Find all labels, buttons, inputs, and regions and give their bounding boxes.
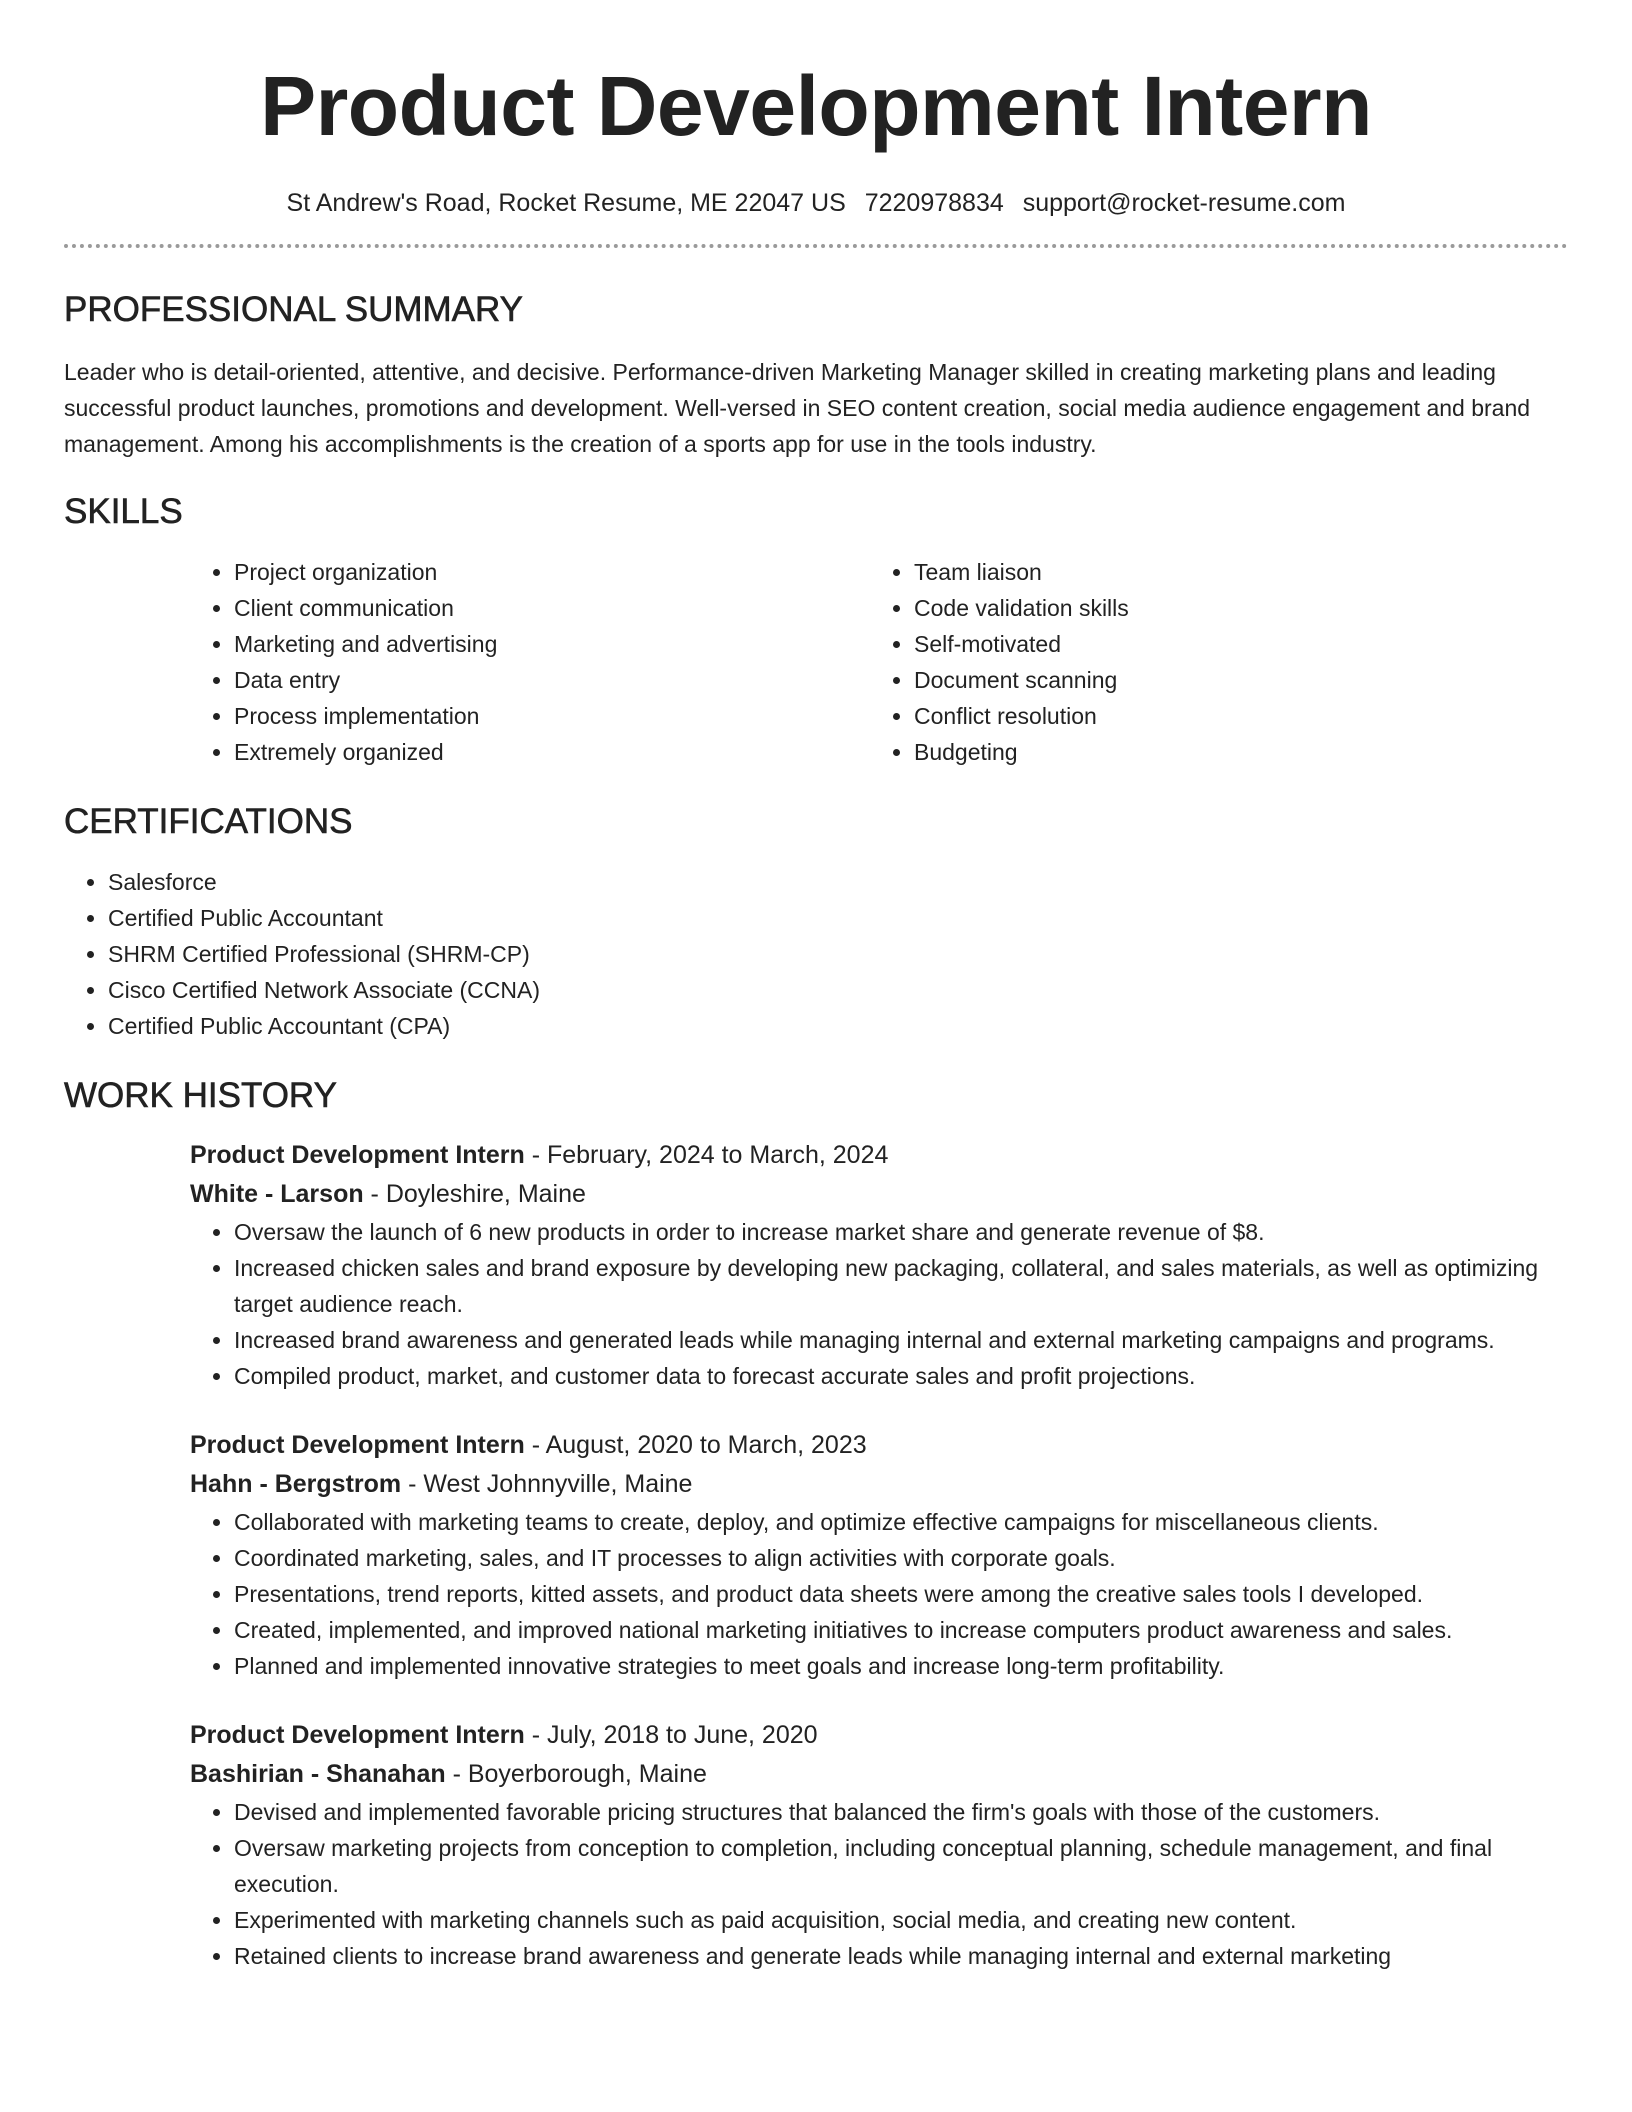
job-title-line [190, 1426, 1568, 1465]
job-location: - Boyerborough, Maine [445, 1760, 707, 1788]
list-item: • Collaborated with marketing teams to create, deploy, and optimize effective campaigns for miscellaneous clients. [234, 1504, 1568, 1540]
list-item: • Devised and implemented favorable pricing structures that balanced the firm's goals with those of the customers. [234, 1794, 1568, 1830]
list-item: • Salesforce [108, 864, 1568, 900]
list-item: • Retained clients to increase brand awareness and generate leads while managing internal and external marketing [234, 1938, 1568, 1974]
list-item: • Certified Public Accountant [108, 900, 1568, 936]
skills-title: SKILLS [64, 492, 183, 531]
list-item: • Data entry [234, 662, 870, 698]
skills-section [64, 490, 1568, 770]
skills-list-left [190, 554, 870, 770]
list-item: • Coordinated marketing, sales, and IT processes to align activities with corporate goals. [234, 1540, 1568, 1576]
list-item: • Increased brand awareness and generated leads while managing internal and external marketing campaigns and programs. [234, 1322, 1568, 1358]
job-location: - Doyleshire, Maine [363, 1180, 586, 1208]
list-item: • Marketing and advertising [234, 626, 870, 662]
job-company: Bashirian - Shanahan [190, 1760, 446, 1788]
contact-address: St Andrew's Road, Rocket Resume, ME 22047 US [286, 189, 846, 217]
resume-name: Product Development Intern [260, 59, 1372, 153]
job-company: White - Larson [190, 1180, 364, 1208]
header-divider [64, 244, 1568, 248]
list-item: • Conflict resolution [914, 698, 1550, 734]
skills-columns [190, 554, 1568, 770]
list-item: • Oversaw marketing projects from conception to completion, including conceptual planning, schedule management, and final execution. [234, 1830, 1568, 1902]
work-history-title: WORK HISTORY [64, 1076, 337, 1115]
summary-title: PROFESSIONAL SUMMARY [64, 290, 523, 329]
skills-list-right [870, 554, 1550, 770]
job-entry [190, 1426, 1568, 1684]
list-item: • Document scanning [914, 662, 1550, 698]
job-title-line [190, 1716, 1568, 1755]
summary-text: Leader who is detail-oriented, attentive, and decisive. Performance-driven Marketing Manager skilled in creating marketing plans and leading successful product launches, promotions and development. Well-versed in SEO content creation, social media audience engagement and brand management. Among his accomplishments is the creation of a sports app for use in the tools industry. [64, 359, 1531, 457]
list-item: • Cisco Certified Network Associate (CCNA) [108, 972, 1568, 1008]
job-entry [190, 1136, 1568, 1394]
list-item: • Self-motivated [914, 626, 1550, 662]
skills-column-left [190, 554, 870, 770]
list-item: • Planned and implemented innovative strategies to meet goals and increase long-term profitability. [234, 1648, 1568, 1684]
contact-phone: 7220978834 [864, 189, 1004, 217]
list-item: • Client communication [234, 590, 870, 626]
contact-email: support@rocket-resume.com [1022, 189, 1346, 217]
job-company-line [190, 1175, 1568, 1214]
list-item: • Created, implemented, and improved national marketing initiatives to increase computers product awareness and sales. [234, 1612, 1568, 1648]
job-bullets [190, 1214, 1568, 1394]
job-role: Product Development Intern [190, 1721, 525, 1749]
resume-page [64, 0, 1568, 1974]
job-role: Product Development Intern [190, 1141, 525, 1169]
certifications-title: CERTIFICATIONS [64, 802, 353, 841]
list-item: • Increased chicken sales and brand exposure by developing new packaging, collateral, and sales materials, as well as optimizing target audience reach. [234, 1250, 1568, 1322]
list-item: • Budgeting [914, 734, 1550, 770]
list-item: • SHRM Certified Professional (SHRM-CP) [108, 936, 1568, 972]
list-item: • Oversaw the launch of 6 new products in order to increase market share and generate revenue of $8. [234, 1214, 1568, 1250]
skills-column-right [870, 554, 1550, 770]
list-item: • Project organization [234, 554, 870, 590]
job-bullets [190, 1504, 1568, 1684]
contact-line [64, 186, 1568, 220]
job-company: Hahn - Bergstrom [190, 1470, 402, 1498]
job-entry [190, 1716, 1568, 1974]
job-dates: - July, 2018 to June, 2020 [524, 1721, 818, 1749]
certifications-section [64, 800, 1568, 1044]
job-bullets [190, 1794, 1568, 1974]
certifications-list [64, 864, 1568, 1044]
list-item: • Code validation skills [914, 590, 1550, 626]
summary-section [64, 288, 1568, 462]
job-role: Product Development Intern [190, 1431, 525, 1459]
job-company-line [190, 1755, 1568, 1794]
list-item: • Experimented with marketing channels such as paid acquisition, social media, and creating new content. [234, 1902, 1568, 1938]
job-company-line [190, 1465, 1568, 1504]
list-item: • Certified Public Accountant (CPA) [108, 1008, 1568, 1044]
work-history-section [64, 1074, 1568, 1974]
job-dates: - February, 2024 to March, 2024 [524, 1141, 889, 1169]
job-title-line [190, 1136, 1568, 1175]
list-item: • Compiled product, market, and customer data to forecast accurate sales and profit projections. [234, 1358, 1568, 1394]
list-item: • Extremely organized [234, 734, 870, 770]
list-item: • Presentations, trend reports, kitted assets, and product data sheets were among the creative sales tools I developed. [234, 1576, 1568, 1612]
list-item: • Process implementation [234, 698, 870, 734]
job-dates: - August, 2020 to March, 2023 [524, 1431, 867, 1459]
list-item: • Team liaison [914, 554, 1550, 590]
job-location: - West Johnnyville, Maine [401, 1470, 693, 1498]
